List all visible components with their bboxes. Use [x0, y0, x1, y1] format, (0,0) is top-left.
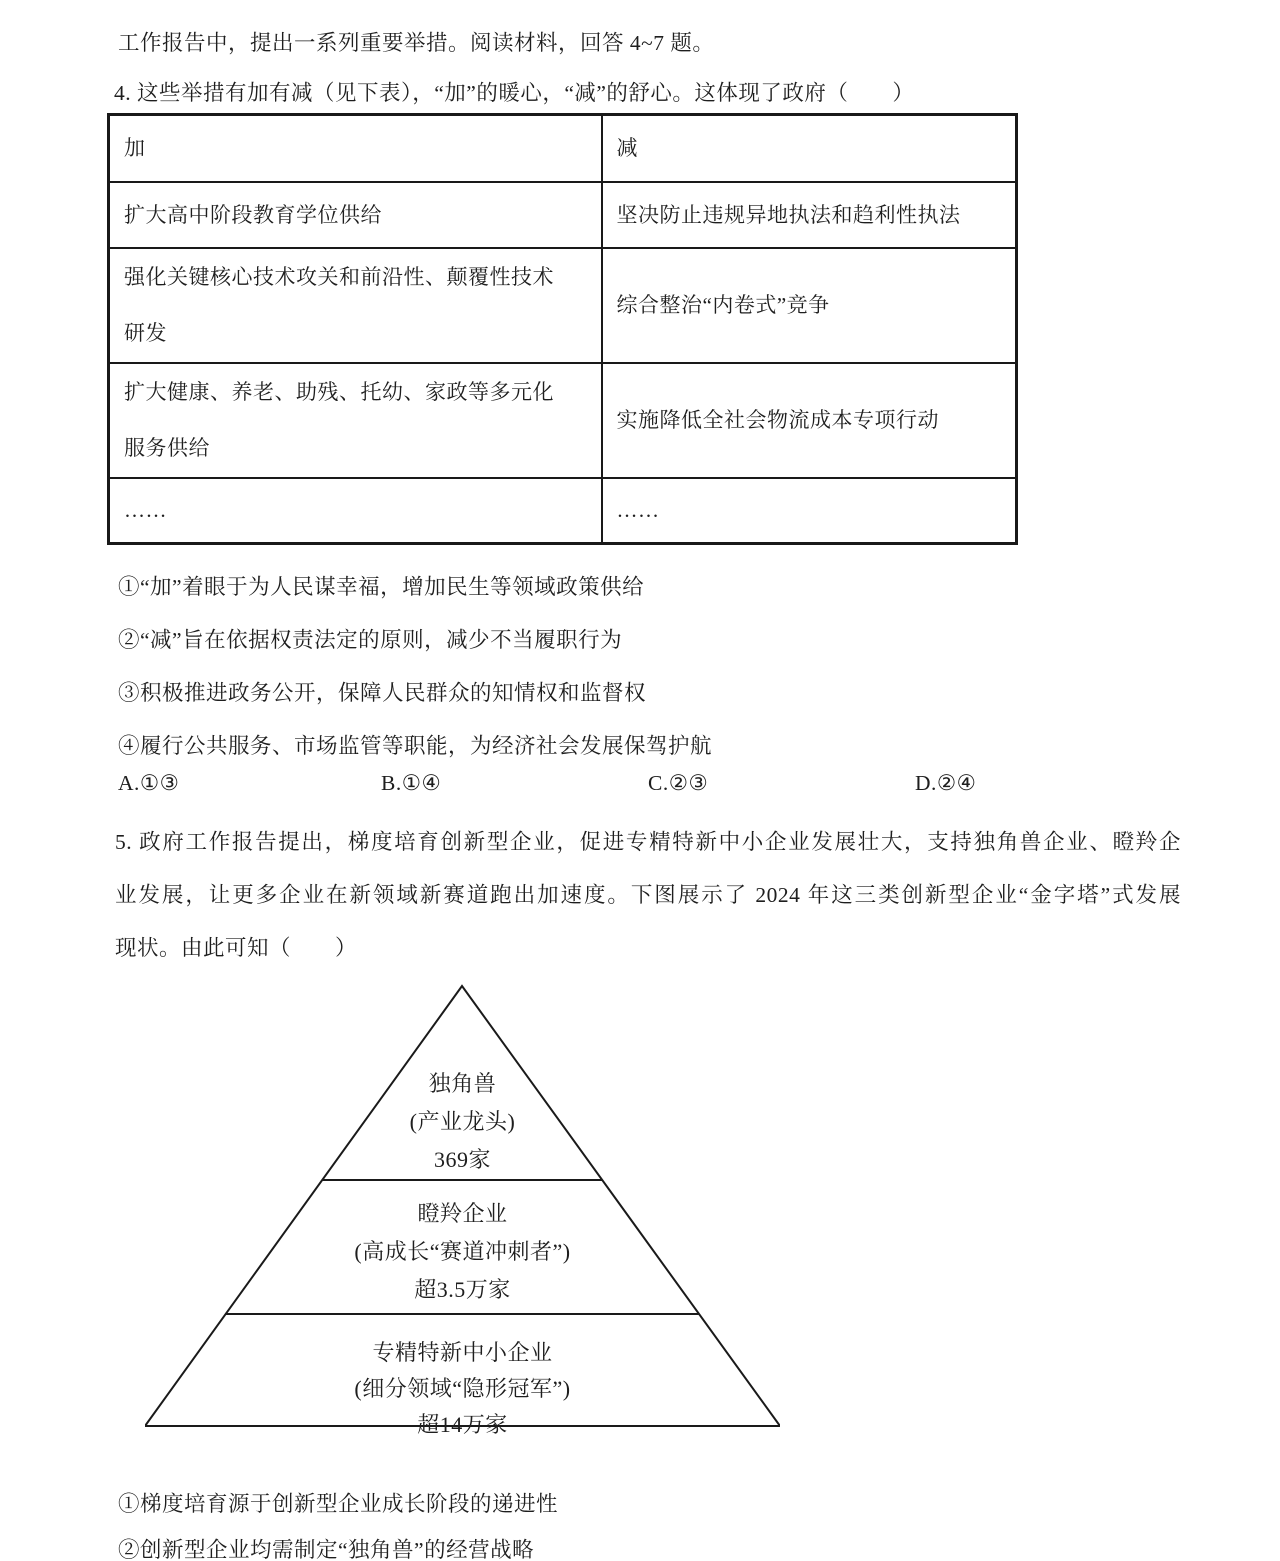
table-row [109, 182, 1017, 248]
pyramid-tier-unicorn [145, 1065, 780, 1179]
table-header-add: 加 [109, 115, 602, 182]
question-5-line-3: 现状。由此可知（ ） [115, 936, 358, 960]
table-cell: 综合整治“内卷式”竞争 [602, 248, 1017, 363]
pyramid-tier-gazelle [145, 1195, 780, 1309]
pyramid-diagram [145, 975, 780, 1437]
table-cell: 实施降低全社会物流成本专项行动 [602, 363, 1017, 478]
table-row [109, 478, 1017, 544]
question-4-title: 4. 这些举措有加有减（见下表），“加”的暖心，“减”的舒心。这体现了政府（ ） [114, 81, 915, 105]
option-a: A.①③ [118, 771, 180, 795]
tier-name: 专精特新中小企业 [372, 1340, 553, 1365]
statement-item: ①梯度培育源于创新型企业成长阶段的递进性 [118, 1492, 559, 1516]
statement-item: ④履行公共服务、市场监管等职能，为经济社会发展保驾护航 [118, 734, 713, 758]
option-d: D.②④ [915, 771, 977, 795]
question-5-line-1: 5. 政府工作报告提出，梯度培育创新型企业，促进专精特新中小企业发展壮大，支持独角兽企业、瞪羚企 [115, 830, 1181, 854]
tier-subtitle: (高成长“赛道冲刺者”) [354, 1239, 571, 1264]
table-header-row [109, 115, 1017, 182]
tier-count: 超3.5万家 [414, 1277, 511, 1302]
tier-count: 369家 [433, 1147, 491, 1172]
statement-item: ②创新型企业均需制定“独角兽”的经营战略 [118, 1538, 535, 1561]
table-cell: …… [109, 478, 602, 544]
table-row [109, 363, 1017, 478]
table-cell: 强化关键核心技术攻关和前沿性、颠覆性技术研发 [109, 248, 602, 363]
addition-subtraction-table [107, 113, 1018, 545]
tier-count: 超14万家 [417, 1412, 508, 1437]
option-b: B.①④ [381, 771, 442, 795]
table-cell: 坚决防止违规异地执法和趋利性执法 [602, 182, 1017, 248]
table-cell: …… [602, 478, 1017, 544]
question-5-line-2: 业发展，让更多企业在新领域新赛道跑出加速度。下图展示了 2024 年这三类创新型企业“金字塔”式发展 [115, 883, 1181, 907]
statement-item: ②“减”旨在依据权责法定的原则，减少不当履职行为 [118, 628, 623, 652]
table-header-subtract: 减 [602, 115, 1017, 182]
pyramid-tier-srdi [145, 1335, 780, 1443]
tier-subtitle: (细分领域“隐形冠军”) [354, 1376, 571, 1401]
table-row [109, 248, 1017, 363]
tier-subtitle: (产业龙头) [409, 1109, 516, 1134]
tier-name: 瞪羚企业 [417, 1201, 508, 1226]
continuation-text: 工作报告中，提出一系列重要举措。阅读材料，回答 4~7 题。 [118, 31, 715, 55]
statement-item: ③积极推进政务公开，保障人民群众的知情权和监督权 [118, 681, 647, 705]
statement-item: ①“加”着眼于为人民谋幸福，增加民生等领域政策供给 [118, 575, 645, 599]
table-cell: 扩大高中阶段教育学位供给 [109, 182, 602, 248]
tier-name: 独角兽 [428, 1071, 497, 1096]
table-cell: 扩大健康、养老、助残、托幼、家政等多元化服务供给 [109, 363, 602, 478]
option-c: C.②③ [648, 771, 709, 795]
